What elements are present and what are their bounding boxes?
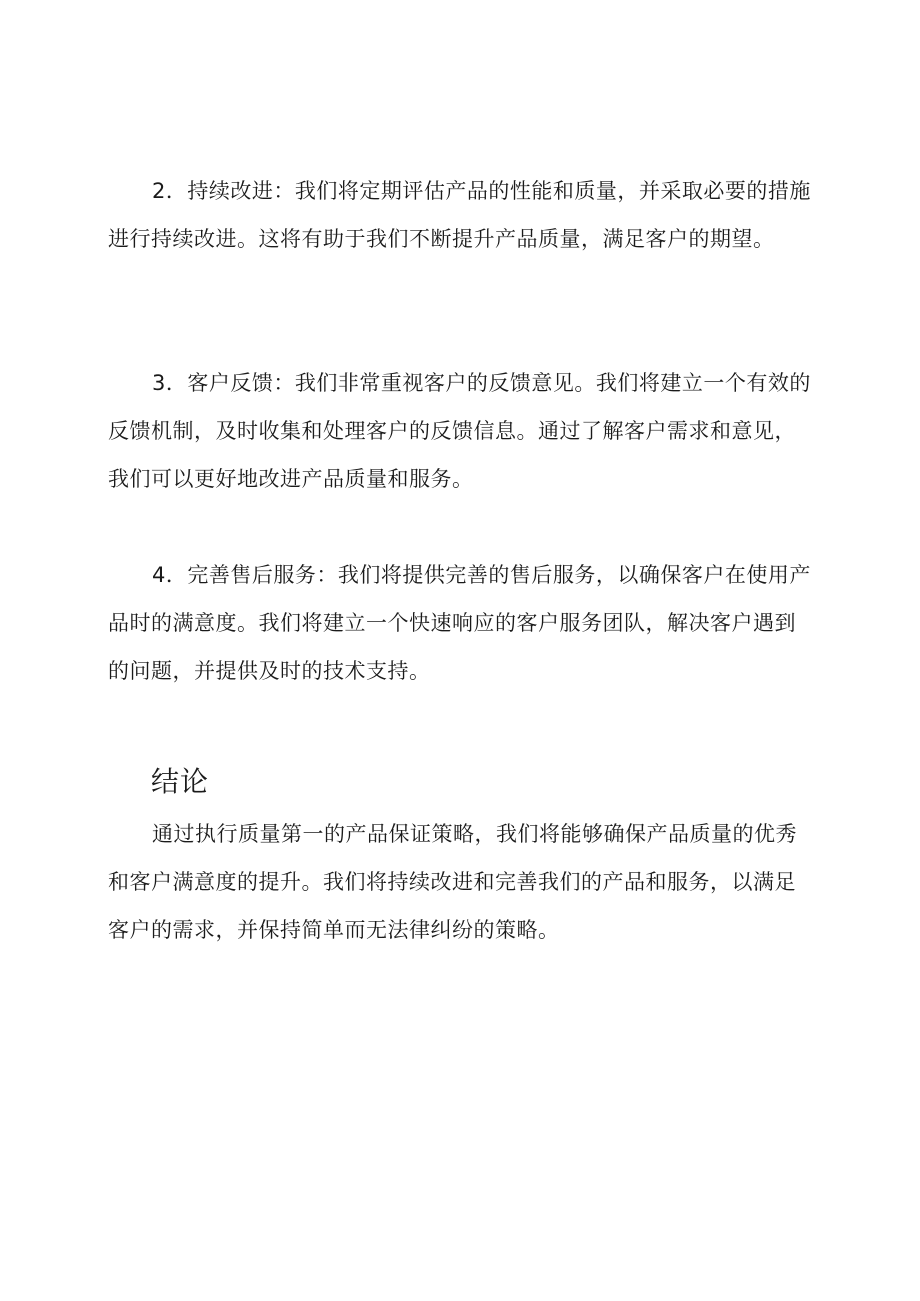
conclusion-heading: 结论 <box>151 765 210 798</box>
conclusion-paragraph: 通过执行质量第一的产品保证策略，我们将能够确保产品质量的优秀和客户满意度的提升。我们将持续改进和完善我们的产品和服务，以满足客户的需求，并保持简单而无法律纠纷的策略。 <box>108 822 797 942</box>
section-4-text: ．完善售后服务：我们将提供完善的售后服务，以确保客户在使用产品时的满意度。我们将建立一个快速响应的客户服务团队，解决客户遇到的问题，并提供及时的技术支持。 <box>108 563 811 683</box>
section-2-paragraph <box>108 167 813 263</box>
section-3-text: ．客户反馈：我们非常重视客户的反馈意见。我们将建立一个有效的反馈机制，及时收集和处理客户的反馈信息。通过了解客户需求和意见，我们可以更好地改进产品质量和服务。 <box>108 371 811 491</box>
section-3-paragraph <box>108 359 813 503</box>
section-4-number: 4 <box>152 563 166 587</box>
section-2-number: 2 <box>152 179 166 203</box>
section-4-paragraph <box>108 551 813 695</box>
section-2-text: ．持续改进：我们将定期评估产品的性能和质量，并采取必要的措施进行持续改进。这将有助于我们不断提升产品质量，满足客户的期望。 <box>108 179 811 251</box>
section-3-number: 3 <box>152 371 166 395</box>
